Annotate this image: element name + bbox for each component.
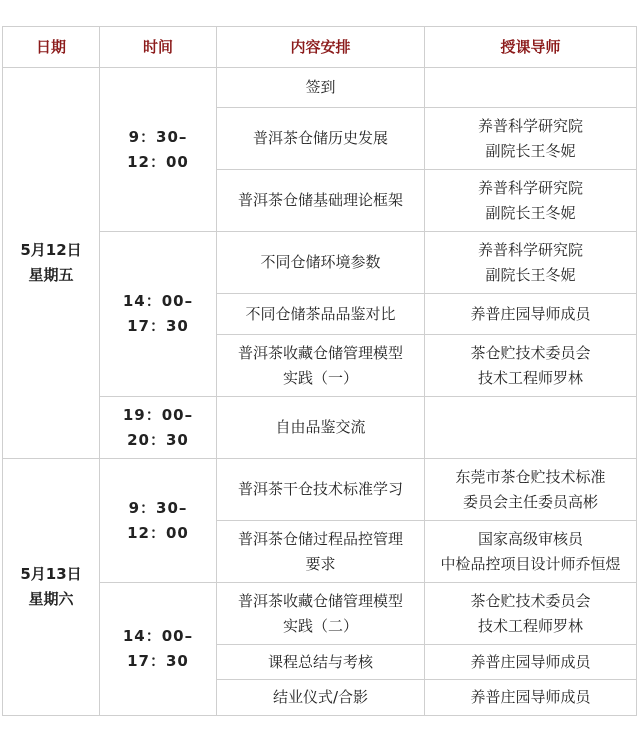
teacher-line: 养普庄园导师成员 bbox=[470, 688, 591, 706]
weekday-text: 星期六 bbox=[28, 590, 74, 608]
time-end: 20：30 bbox=[127, 430, 189, 449]
teacher-cell bbox=[425, 108, 637, 170]
time-start: 9：30– bbox=[128, 498, 188, 517]
teacher-line: 茶仓贮技术委员会 bbox=[470, 591, 591, 610]
content-cell bbox=[217, 335, 425, 397]
content-line: 普洱茶仓储过程品控管理 bbox=[237, 529, 403, 548]
teacher-cell bbox=[425, 397, 637, 459]
content-line: 自由品鉴交流 bbox=[275, 418, 366, 436]
content-line: 实践（二） bbox=[282, 616, 358, 635]
teacher-line: 养普科学研究院 bbox=[477, 240, 583, 259]
content-line: 普洱茶仓储历史发展 bbox=[252, 129, 388, 147]
content-line: 普洱茶干仓技术标准学习 bbox=[237, 480, 403, 498]
time-start: 14：00– bbox=[122, 292, 194, 310]
teacher-line: 茶仓贮技术委员会 bbox=[470, 343, 591, 362]
time-cell bbox=[100, 459, 217, 583]
teacher-cell bbox=[425, 170, 637, 232]
teacher-line: 副院长王冬妮 bbox=[485, 141, 576, 160]
schedule-table bbox=[2, 26, 637, 716]
content-line: 不同仓储茶品品鉴对比 bbox=[245, 304, 396, 323]
content-cell bbox=[217, 680, 425, 716]
teacher-cell bbox=[425, 335, 637, 397]
teacher-line: 养普科学研究院 bbox=[477, 178, 583, 197]
content-cell bbox=[217, 583, 425, 645]
content-line: 实践（一） bbox=[282, 368, 358, 387]
time-start: 9：30– bbox=[128, 127, 188, 146]
content-cell bbox=[217, 521, 425, 583]
weekday-text: 星期五 bbox=[28, 266, 74, 284]
teacher-cell bbox=[425, 68, 637, 108]
content-line: 普洱茶收藏仓储管理模型 bbox=[237, 591, 403, 610]
content-cell bbox=[217, 108, 425, 170]
content-line: 结业仪式/合影 bbox=[272, 688, 369, 706]
header-content: 内容安排 bbox=[217, 27, 425, 68]
teacher-line: 委员会主任委员高彬 bbox=[462, 492, 598, 511]
content-line: 课程总结与考核 bbox=[267, 652, 373, 671]
table-row bbox=[3, 68, 637, 108]
teacher-cell bbox=[425, 680, 637, 716]
teacher-cell bbox=[425, 521, 637, 583]
time-cell bbox=[100, 583, 217, 716]
teacher-line: 养普庄园导师成员 bbox=[470, 304, 591, 323]
time-end: 12：00 bbox=[127, 523, 189, 542]
date-text: 5月13日 bbox=[20, 565, 82, 583]
time-end: 17：30 bbox=[127, 652, 189, 670]
content-cell bbox=[217, 397, 425, 459]
time-start: 19：00– bbox=[122, 405, 194, 424]
teacher-line: 国家高级审核员 bbox=[477, 529, 583, 548]
header-row bbox=[3, 27, 637, 68]
teacher-cell bbox=[425, 583, 637, 645]
date-cell bbox=[3, 459, 100, 716]
content-line: 不同仓储环境参数 bbox=[260, 253, 381, 271]
content-line: 要求 bbox=[305, 554, 336, 573]
time-start: 14：00– bbox=[122, 627, 194, 645]
teacher-line: 副院长王冬妮 bbox=[485, 203, 576, 222]
teacher-line: 养普庄园导师成员 bbox=[470, 652, 591, 671]
date-text: 5月12日 bbox=[20, 241, 82, 259]
content-cell bbox=[217, 294, 425, 335]
time-end: 12：00 bbox=[127, 152, 189, 171]
teacher-line: 养普科学研究院 bbox=[477, 116, 583, 135]
header-teacher: 授课导师 bbox=[425, 27, 637, 68]
teacher-line: 副院长王冬妮 bbox=[485, 265, 576, 284]
time-cell bbox=[100, 397, 217, 459]
teacher-cell bbox=[425, 294, 637, 335]
time-end: 17：30 bbox=[127, 317, 189, 335]
content-cell bbox=[217, 459, 425, 521]
content-cell bbox=[217, 68, 425, 108]
time-cell bbox=[100, 68, 217, 232]
content-line: 普洱茶仓储基础理论框架 bbox=[237, 191, 403, 209]
teacher-line: 东莞市茶仓贮技术标准 bbox=[455, 467, 606, 486]
content-line: 签到 bbox=[305, 78, 336, 96]
table-row bbox=[3, 459, 637, 521]
content-cell bbox=[217, 170, 425, 232]
teacher-cell bbox=[425, 232, 637, 294]
teacher-line: 中检品控项目设计师乔恒煜 bbox=[440, 554, 621, 573]
time-cell bbox=[100, 232, 217, 397]
content-cell bbox=[217, 232, 425, 294]
header-date: 日期 bbox=[3, 27, 100, 68]
header-time: 时间 bbox=[100, 27, 217, 68]
content-cell bbox=[217, 645, 425, 680]
teacher-cell bbox=[425, 459, 637, 521]
teacher-line: 技术工程师罗林 bbox=[477, 368, 583, 387]
date-cell bbox=[3, 68, 100, 459]
content-line: 普洱茶收藏仓储管理模型 bbox=[237, 343, 403, 362]
teacher-cell bbox=[425, 645, 637, 680]
teacher-line: 技术工程师罗林 bbox=[477, 616, 583, 635]
